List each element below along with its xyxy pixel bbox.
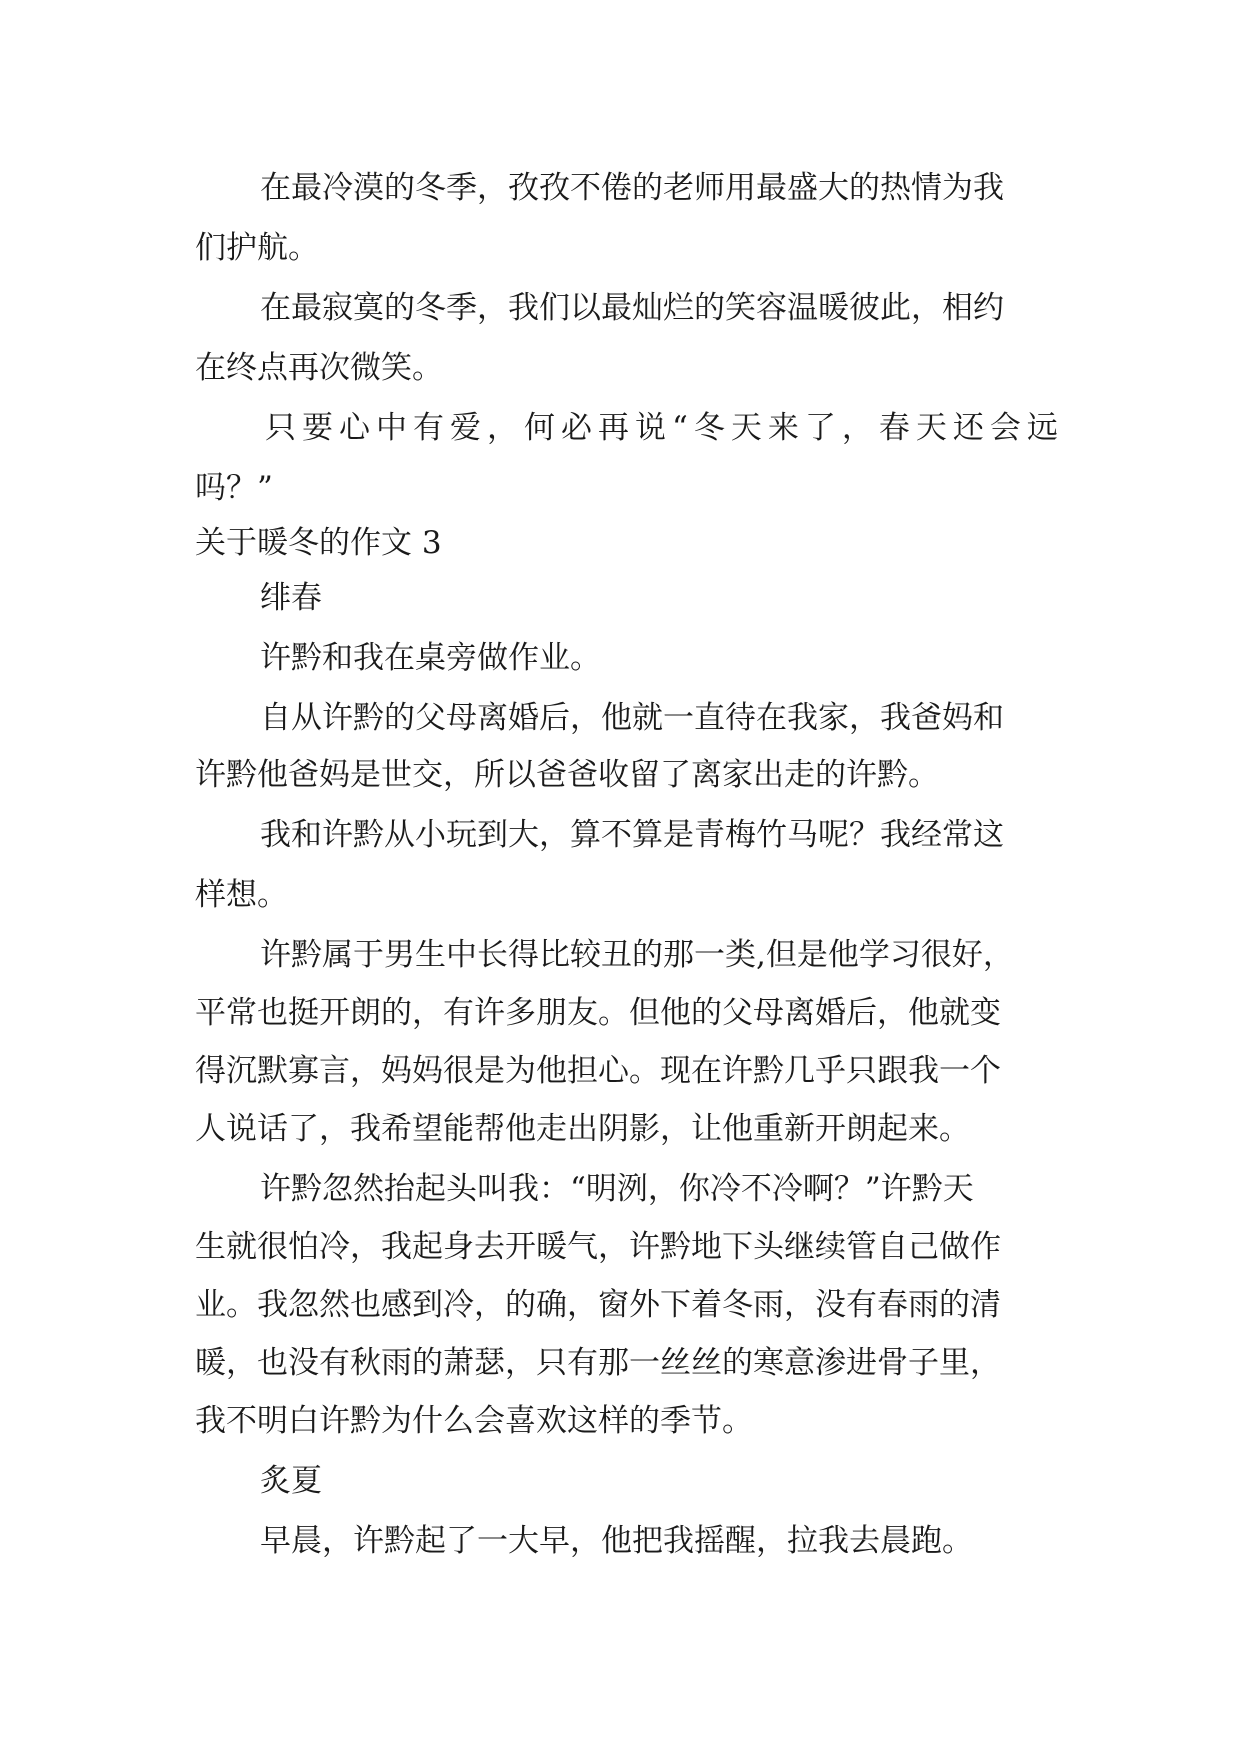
paragraph-line: 许黔属于男生中长得比较丑的那一类,但是他学习很好，: [260, 937, 1014, 973]
paragraph-line: 许黔和我在桌旁做作业。: [260, 640, 601, 676]
paragraph-line: 人说话了，我希望能帮他走出阴影，让他重新开朗起来。: [195, 1111, 970, 1147]
paragraph-line: 样想。: [195, 877, 288, 913]
subheading: 绯春: [260, 580, 322, 616]
subheading: 炙夏: [260, 1463, 322, 1499]
paragraph-line: 在终点再次微笑。: [195, 350, 443, 386]
paragraph-line: 平常也挺开朗的，有许多朋友。但他的父母离婚后，他就变: [195, 995, 1001, 1031]
paragraph-line: 许黔他爸妈是世交，所以爸爸收留了离家出走的许黔。: [195, 757, 939, 793]
paragraph-line: 暖，也没有秋雨的萧瑟，只有那一丝丝的寒意渗进骨子里，: [195, 1345, 1001, 1381]
paragraph-line: 我和许黔从小玩到大，算不算是青梅竹马呢？我经常这: [260, 817, 1004, 853]
paragraph-line: 许黔忽然抬起头叫我：“明洌，你冷不冷啊？”许黔天: [260, 1171, 974, 1207]
paragraph-line: 只要心中有爱，何必再说“冬天来了，春天还会远: [265, 410, 1064, 446]
paragraph-line: 得沉默寡言，妈妈很是为他担心。现在许黔几乎只跟我一个: [195, 1053, 1001, 1089]
paragraph-line: 早晨，许黔起了一大早，他把我摇醒，拉我去晨跑。: [260, 1523, 973, 1559]
paragraph-line: 在最冷漠的冬季，孜孜不倦的老师用最盛大的热情为我: [260, 170, 1004, 206]
paragraph-line: 业。我忽然也感到冷，的确，窗外下着冬雨，没有春雨的清: [195, 1287, 1001, 1323]
paragraph-line: 我不明白许黔为什么会喜欢这样的季节。: [195, 1403, 753, 1439]
paragraph-line: 们护航。: [195, 230, 319, 266]
paragraph-line: 吗？”: [195, 470, 273, 506]
section-heading: 关于暖冬的作文 3: [195, 525, 442, 561]
paragraph-line: 生就很怕冷，我起身去开暖气，许黔地下头继续管自己做作: [195, 1229, 1001, 1265]
paragraph-line: 自从许黔的父母离婚后，他就一直待在我家，我爸妈和: [260, 700, 1004, 736]
paragraph-line: 在最寂寞的冬季，我们以最灿烂的笑容温暖彼此，相约: [260, 290, 1004, 326]
